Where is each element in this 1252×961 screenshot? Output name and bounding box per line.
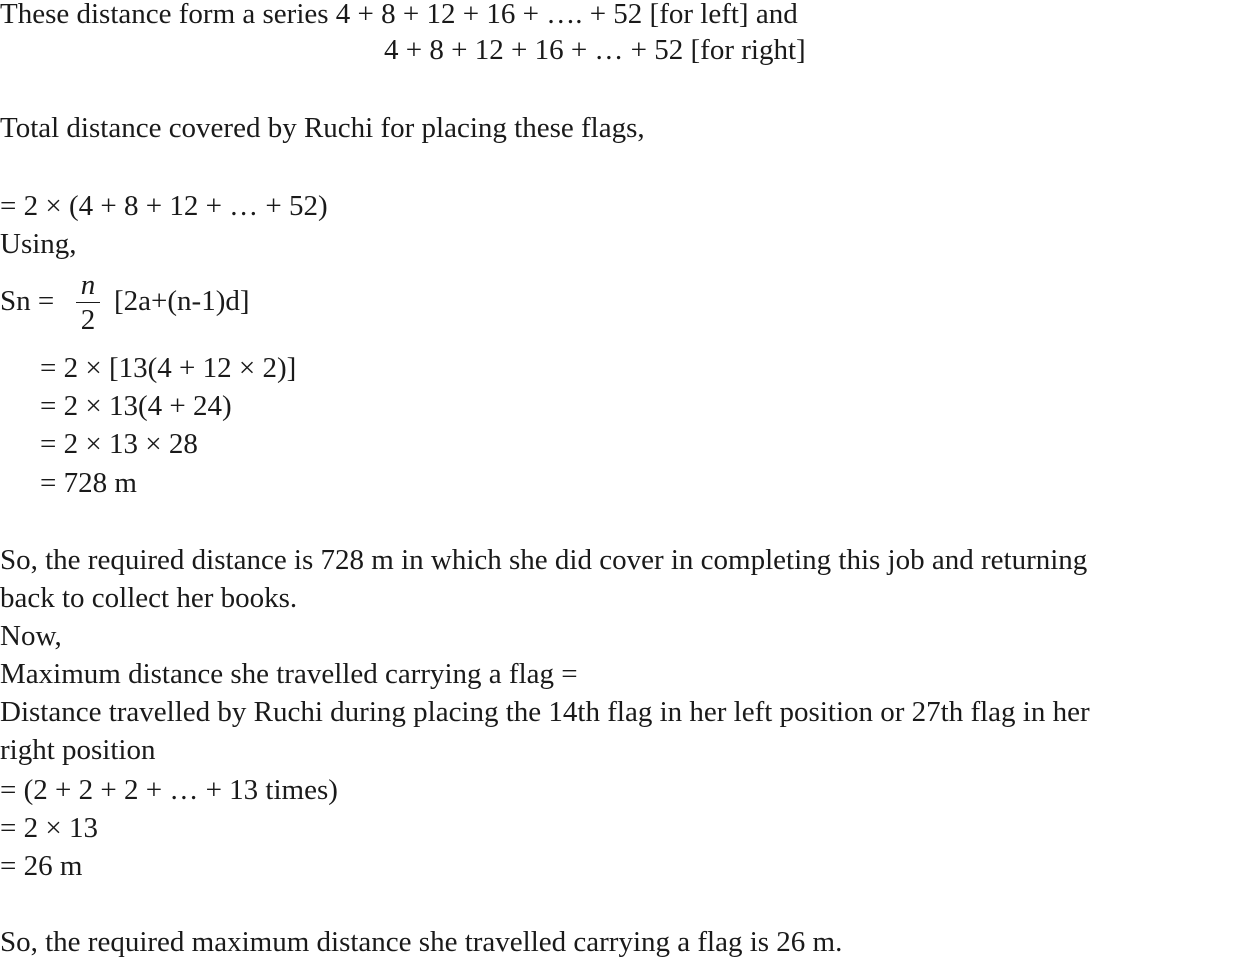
equation-line: = 2 × (4 + 8 + 12 + … + 52) — [0, 190, 328, 222]
text-line: back to collect her books. — [0, 582, 298, 614]
text-line: Distance travelled by Ruchi during placing the 14th flag in her left position or 27th flag in her — [0, 696, 1090, 728]
formula-rhs: [2a+(n-1)d] — [114, 285, 250, 317]
text-line: 4 + 8 + 12 + 16 + … + 52 [for right] — [384, 34, 806, 66]
formula-fraction — [76, 270, 100, 335]
equation-line: = 2 × 13 — [0, 812, 98, 844]
equation-line: = (2 + 2 + 2 + … + 13 times) — [0, 774, 338, 806]
text-line: Total distance covered by Ruchi for placing these flags, — [0, 112, 645, 144]
text-line: These distance form a series 4 + 8 + 12 + 16 + …. + 52 [for left] and — [0, 0, 798, 30]
text-line: So, the required maximum distance she travelled carrying a flag is 26 m. — [0, 926, 843, 958]
text-line: Maximum distance she travelled carrying a flag = — [0, 658, 578, 690]
text-line: So, the required distance is 728 m in which she did cover in completing this job and returning — [0, 544, 1088, 576]
equation-line: = 728 m — [40, 467, 137, 499]
text-line: right position — [0, 734, 156, 766]
formula-lhs: Sn = — [0, 285, 55, 317]
equation-line: = 26 m — [0, 850, 83, 882]
equation-line: = 2 × 13 × 28 — [40, 428, 198, 460]
equation-line: = 2 × [13(4 + 12 × 2)] — [40, 352, 297, 384]
fraction-numerator: n — [80, 269, 96, 301]
fraction-denominator: 2 — [80, 304, 96, 336]
equation-line: = 2 × 13(4 + 24) — [40, 390, 232, 422]
fraction-bar — [76, 302, 100, 303]
text-line: Now, — [0, 620, 62, 652]
text-line: Using, — [0, 228, 77, 260]
